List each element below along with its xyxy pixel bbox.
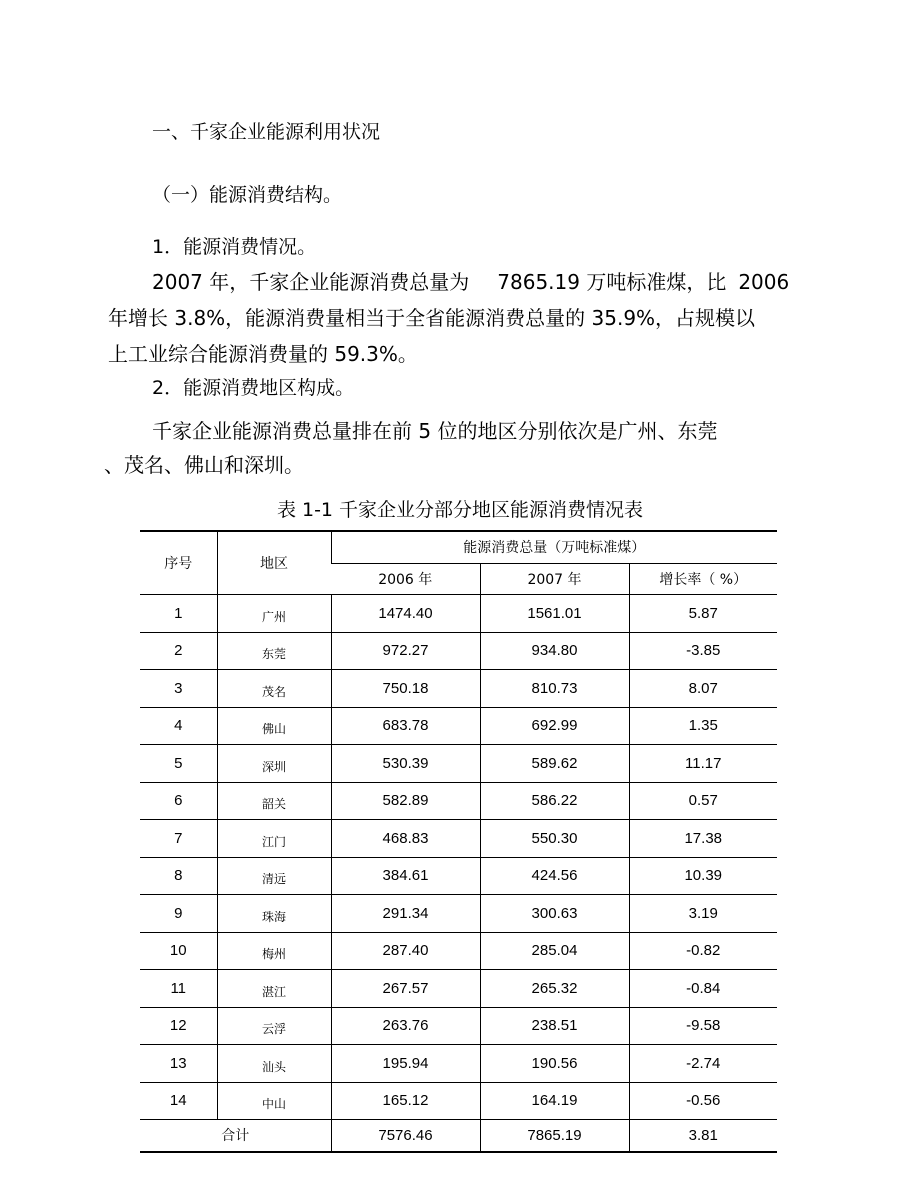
- table-row: [140, 1007, 777, 1045]
- para1-line1-c: 2006: [738, 270, 790, 294]
- cell-2007: 238.51: [480, 1007, 629, 1045]
- cell-2006: 530.39: [331, 745, 480, 783]
- paragraph-1-line-3: 上工业综合能源消费量的 59.3%。: [108, 342, 418, 366]
- cell-2007: 300.63: [480, 895, 629, 933]
- cell-region: 珠海: [217, 895, 331, 933]
- paragraph-1-line-2: 年增长 3.8%，能源消费量相当于全省能源消费总量的 35.9%，占规模以: [108, 306, 756, 330]
- item-heading-consumption: 1．能源消费情况。: [152, 236, 317, 258]
- table-row: [140, 932, 777, 970]
- paragraph-2-line-2: 、茂名、佛山和深圳。: [104, 453, 304, 477]
- table-total-row: [140, 1120, 777, 1152]
- total-2006: 7576.46: [331, 1120, 480, 1152]
- header-seq: 序号: [140, 531, 217, 595]
- cell-seq: 14: [140, 1082, 217, 1120]
- cell-seq: 8: [140, 857, 217, 895]
- cell-seq: 6: [140, 782, 217, 820]
- cell-growth: 1.35: [629, 707, 777, 745]
- cell-growth: 3.19: [629, 895, 777, 933]
- cell-seq: 5: [140, 745, 217, 783]
- table-header-row: [140, 531, 777, 563]
- cell-growth: -0.84: [629, 970, 777, 1008]
- table-row: [140, 782, 777, 820]
- cell-region: 清远: [217, 857, 331, 895]
- cell-2006: 972.27: [331, 632, 480, 670]
- total-growth: 3.81: [629, 1120, 777, 1152]
- cell-growth: 5.87: [629, 595, 777, 633]
- cell-2006: 267.57: [331, 970, 480, 1008]
- table-row: [140, 895, 777, 933]
- cell-seq: 1: [140, 595, 217, 633]
- para1-line1-b: 7865.19 万吨标准煤，比: [497, 270, 727, 294]
- section-heading: 一、千家企业能源利用状况: [152, 121, 381, 143]
- cell-region: 东莞: [217, 632, 331, 670]
- cell-region: 中山: [217, 1082, 331, 1120]
- cell-2007: 164.19: [480, 1082, 629, 1120]
- cell-region: 茂名: [217, 670, 331, 708]
- cell-growth: -0.56: [629, 1082, 777, 1120]
- total-label: 合计: [140, 1120, 331, 1152]
- table-row: [140, 745, 777, 783]
- cell-2006: 468.83: [331, 820, 480, 858]
- cell-growth: -3.85: [629, 632, 777, 670]
- cell-growth: 17.38: [629, 820, 777, 858]
- cell-region: 深圳: [217, 745, 331, 783]
- cell-region: 广州: [217, 595, 331, 633]
- header-2007: 2007 年: [480, 563, 629, 595]
- energy-table: [140, 530, 777, 1153]
- table-row: [140, 1045, 777, 1083]
- cell-2007: 265.32: [480, 970, 629, 1008]
- cell-region: 梅州: [217, 932, 331, 970]
- cell-growth: -9.58: [629, 1007, 777, 1045]
- cell-2006: 263.76: [331, 1007, 480, 1045]
- cell-2007: 810.73: [480, 670, 629, 708]
- cell-growth: 11.17: [629, 745, 777, 783]
- cell-2007: 285.04: [480, 932, 629, 970]
- cell-2006: 683.78: [331, 707, 480, 745]
- cell-2006: 291.34: [331, 895, 480, 933]
- cell-2006: 165.12: [331, 1082, 480, 1120]
- subsection-heading: （一）能源消费结构。: [152, 184, 343, 206]
- cell-seq: 11: [140, 970, 217, 1008]
- table-row: [140, 707, 777, 745]
- header-2006: 2006 年: [331, 563, 480, 595]
- cell-region: 湛江: [217, 970, 331, 1008]
- cell-growth: -0.82: [629, 932, 777, 970]
- cell-seq: 13: [140, 1045, 217, 1083]
- cell-2007: 424.56: [480, 857, 629, 895]
- table-row: [140, 857, 777, 895]
- cell-2006: 195.94: [331, 1045, 480, 1083]
- cell-2007: 190.56: [480, 1045, 629, 1083]
- cell-growth: -2.74: [629, 1045, 777, 1083]
- cell-region: 汕头: [217, 1045, 331, 1083]
- cell-growth: 10.39: [629, 857, 777, 895]
- cell-2007: 1561.01: [480, 595, 629, 633]
- paragraph-2-line-1: 千家企业能源消费总量排在前 5 位的地区分别依次是广州、东莞: [152, 419, 718, 443]
- cell-seq: 9: [140, 895, 217, 933]
- cell-seq: 4: [140, 707, 217, 745]
- cell-2006: 384.61: [331, 857, 480, 895]
- cell-2007: 586.22: [480, 782, 629, 820]
- cell-2006: 750.18: [331, 670, 480, 708]
- cell-growth: 0.57: [629, 782, 777, 820]
- cell-growth: 8.07: [629, 670, 777, 708]
- cell-region: 江门: [217, 820, 331, 858]
- cell-region: 韶关: [217, 782, 331, 820]
- cell-2007: 692.99: [480, 707, 629, 745]
- cell-region: 佛山: [217, 707, 331, 745]
- table-row: [140, 595, 777, 633]
- cell-seq: 10: [140, 932, 217, 970]
- table-caption: 表 1-1 千家企业分部分地区能源消费情况表: [276, 499, 644, 521]
- para1-line1-a: 2007 年，千家企业能源消费总量为: [152, 270, 470, 294]
- cell-2007: 934.80: [480, 632, 629, 670]
- cell-2006: 287.40: [331, 932, 480, 970]
- header-region: 地区: [217, 531, 331, 595]
- paragraph-1-line-1: [152, 264, 789, 300]
- item-heading-regions: 2．能源消费地区构成。: [152, 377, 355, 399]
- cell-seq: 2: [140, 632, 217, 670]
- header-total-consumption: 能源消费总量（万吨标准煤）: [331, 531, 777, 563]
- cell-2006: 582.89: [331, 782, 480, 820]
- cell-seq: 12: [140, 1007, 217, 1045]
- table-row: [140, 820, 777, 858]
- cell-2006: 1474.40: [331, 595, 480, 633]
- table-row: [140, 632, 777, 670]
- cell-region: 云浮: [217, 1007, 331, 1045]
- header-growth: 增长率（ %）: [629, 563, 777, 595]
- table-row: [140, 970, 777, 1008]
- cell-2007: 589.62: [480, 745, 629, 783]
- table-row: [140, 670, 777, 708]
- total-2007: 7865.19: [480, 1120, 629, 1152]
- cell-seq: 7: [140, 820, 217, 858]
- table-row: [140, 1082, 777, 1120]
- cell-2007: 550.30: [480, 820, 629, 858]
- cell-seq: 3: [140, 670, 217, 708]
